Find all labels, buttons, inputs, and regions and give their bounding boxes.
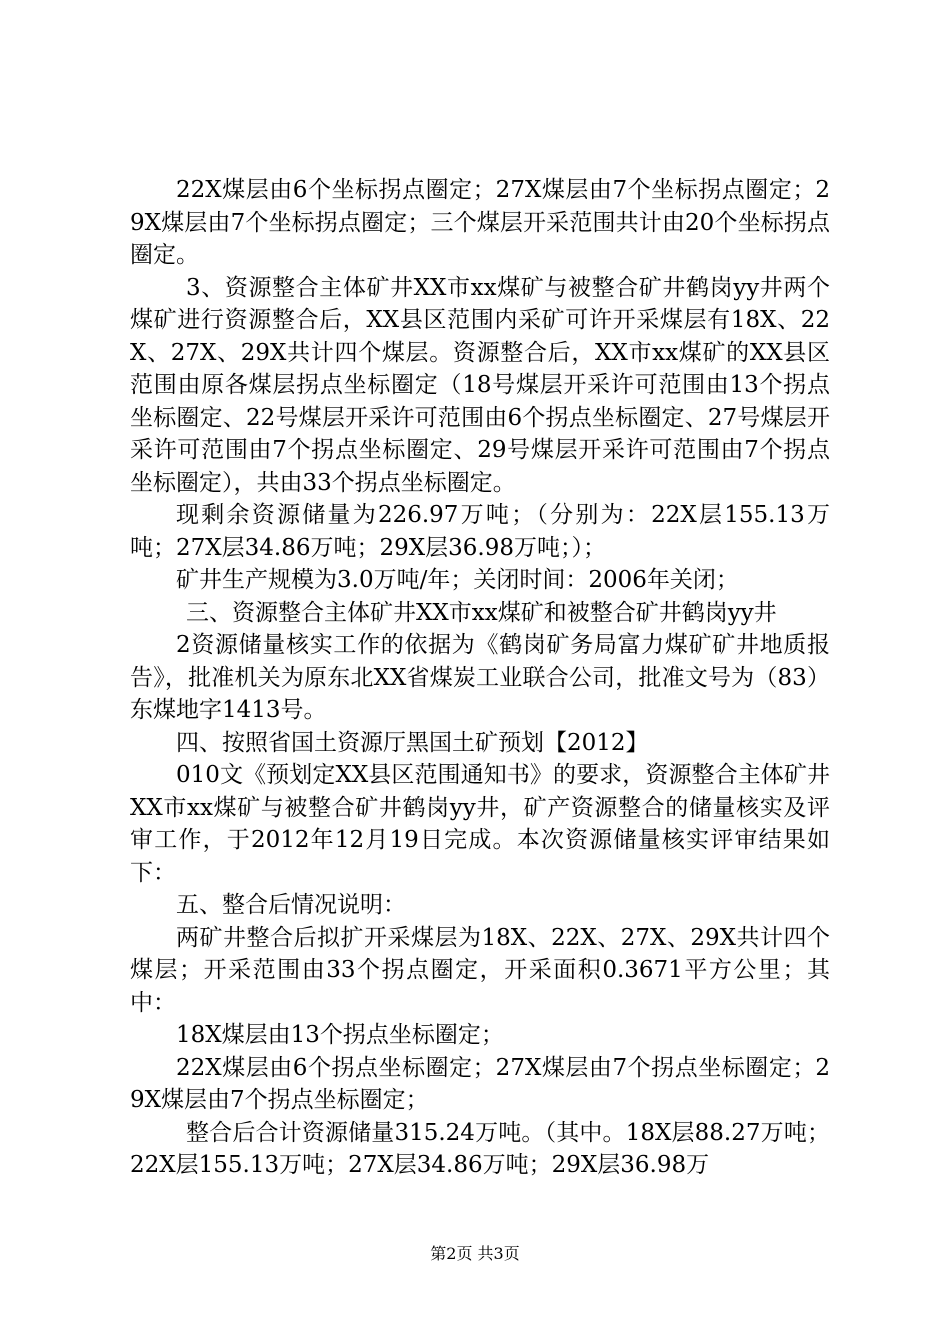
paragraph-notice-requirements: 010文《预划定XX县区范围通知书》的要求，资源整合主体矿井XX市xx煤矿与被整合矿井鹤岗yy井，矿产资源整合的储量核实及评审工作，于2012年12月19日完成。本次资源储量核实评审结果如下： xyxy=(130,762,830,886)
paragraph-verification-basis: 2资源储量核实工作的依据为《鹤岗矿务局富力煤矿矿井地质报告》，批准机关为原东北XX省煤炭工业联合公司，批准文号为（83）东煤地字1413号。 xyxy=(130,632,830,723)
paragraph-18x-coordinates: 18X煤层由13个拐点坐标圈定； xyxy=(176,1022,504,1048)
paragraph-remaining-reserves: 现剩余资源储量为226.97万吨；（分别为：22X层155.13万吨；27X层34.86万吨；29X层36.98万吨；）； xyxy=(130,502,830,561)
document-body xyxy=(130,174,830,1182)
paragraph-resource-integration: 3、资源整合主体矿井XX市xx煤矿与被整合矿井鹤岗yy井两个煤矿进行资源整合后，XX县区范围内采矿可许开采煤层有18X、22X、27X、29X共计四个煤层。资源整合后，XX市xx煤矿的XX县区范围由原各煤层拐点坐标圈定（18号煤层开采许可范围由13个拐点坐标圈定、22号煤层开采许可范围由6个拐点坐标圈定、27号煤层开采许可范围由7个拐点坐标圈定、29号煤层开采许可范围由7个拐点坐标圈定），共由33个拐点坐标圈定。 xyxy=(130,274,830,496)
paragraph-total-reserves: 整合后合计资源储量315.24万吨。（其中。18X层88.27万吨；22X层155.13万吨；27X层34.86万吨；29X层36.98万 xyxy=(130,1119,830,1178)
section-heading-three: 三、资源整合主体矿井XX市xx煤矿和被整合矿井鹤岗yy井 xyxy=(186,599,777,626)
section-heading-four: 四、按照省国土资源厅黑国土矿预划【2012】 xyxy=(176,729,649,756)
paragraph-seam-coordinates: 22X煤层由6个拐点坐标圈定；27X煤层由7个拐点坐标圈定；29X煤层由7个拐点坐标圈定； xyxy=(130,1054,830,1113)
section-heading-five: 五、整合后情况说明： xyxy=(176,892,406,918)
paragraph-production-scale: 矿井生产规模为3.0万吨/年；关闭时间：2006年关闭； xyxy=(176,567,739,593)
page-number-footer: 第2页 共3页 xyxy=(430,1244,520,1263)
paragraph-22x-coordinates: 22X煤层由6个坐标拐点圈定；27X煤层由7个坐标拐点圈定；29X煤层由7个坐标拐点圈定；三个煤层开采范围共计由20个坐标拐点圈定。 xyxy=(130,177,830,268)
paragraph-post-integration-scope: 两矿井整合后拟扩开采煤层为18X、22X、27X、29X共计四个煤层；开采范围由33个拐点圈定，开采面积0.3671平方公里；其中： xyxy=(130,924,830,1016)
